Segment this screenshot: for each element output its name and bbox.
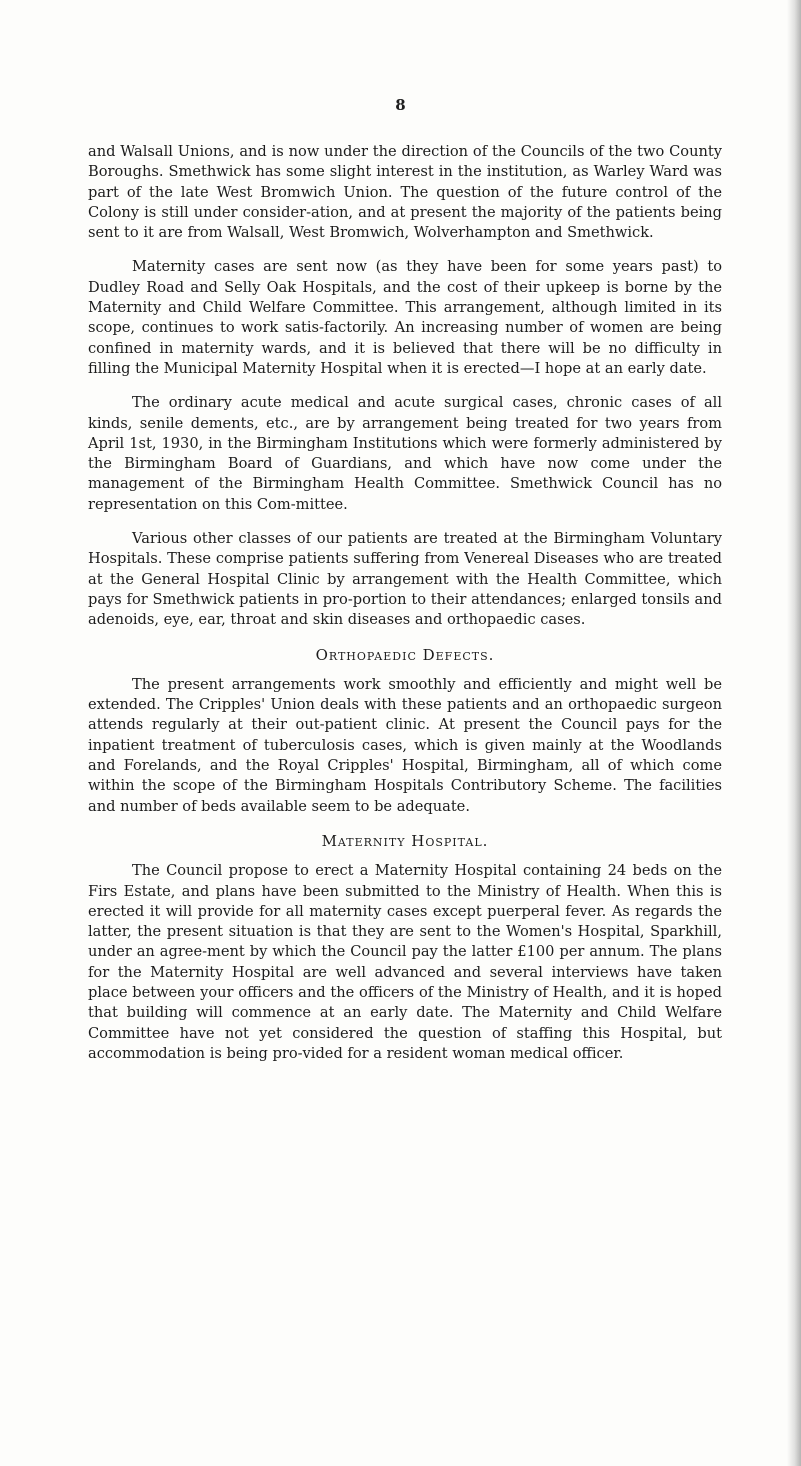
paragraph-orthopaedic-defects: The present arrangements work smoothly and efficiently and might well be extended. The Cripples' Union deals with these patients and an orthopaedic surgeon attends regularly at their out-patient clinic. At present the Council pays for the inpatient treatment of tuberculosis cases, which is given mainly at the Woodlands and Forelands, and the Royal Cripples' Hospital, Birmingham, all of which come within the scope of the Birmingham Hospitals Contributory Scheme. The facilities and number of beds available seem to be adequate. [88, 675, 722, 815]
paragraph-maternity-cases: Maternity cases are sent now (as they have been for some years past) to Dudley Road and Selly Oak Hospitals, and the cost of their upkeep is borne by the Maternity and Child Welfare Committee. This arrangement, although limited in its scope, continues to work satis-factorily. An increasing number of women are being confined in maternity wards, and it is believed that there will be no difficulty in filling the Municipal Maternity Hospital when it is erected—I hope at an early date. [88, 258, 722, 377]
paragraph-acute-cases: The ordinary acute medical and acute surgical cases, chronic cases of all kinds, senile dements, etc., are by arrangement being treated for two years from April 1st, 1930, in the Birmingham Institutions which were formerly administered by the Birmingham Board of Guardians, and which have now come under the management of the Birmingham Health Committee. Smethwick Council has no representation on this Com-mittee. [88, 394, 722, 513]
page-number: 8 [395, 96, 406, 114]
document-body [88, 142, 722, 1078]
paragraph-maternity-hospital: The Council propose to erect a Maternity Hospital containing 24 beds on the Firs Estate, and plans have been submitted to the Ministry of Health. When this is erected it will provide for all maternity cases except puerperal fever. As regards the latter, the present situation is that they are sent to the Women's Hospital, Sparkhill, under an agree-ment by which the Council pay the latter £100 per annum. The plans for the Maternity Hospital are well advanced and several interviews have taken place between your officers and the officers of the Ministry of Health, and it is hoped that building will commence at an early date. The Maternity and Child Welfare Committee have not yet considered the question of staffing this Hospital, but accommodation is being pro-vided for a resident woman medical officer. [88, 862, 722, 1062]
heading-orthopaedic-defects: Orthopaedic Defects. [315, 645, 495, 664]
page-edge-shadow [787, 0, 801, 1466]
paragraph-voluntary-hospitals: Various other classes of our patients are treated at the Birmingham Voluntary Hospitals. These comprise patients suffering from Venereal Diseases who are treated at the General Hospital Clinic by arrangement with the Health Committee, which pays for Smethwick patients in pro-portion to their attendances; enlarged tonsils and adenoids, eye, ear, throat and skin diseases and orthopaedic cases. [88, 530, 722, 629]
paragraph-colony-continued: and Walsall Unions, and is now under the direction of the Councils of the two County Boroughs. Smethwick has some slight interest in the institution, as Warley Ward was part of the late West Bromwich Union. The question of the future control of the Colony is still under consider-ation, and at present the majority of the patients being sent to it are from Walsall, West Bromwich, Wolverhampton and Smethwick. [88, 143, 722, 242]
heading-maternity-hospital: Maternity Hospital. [321, 831, 489, 850]
